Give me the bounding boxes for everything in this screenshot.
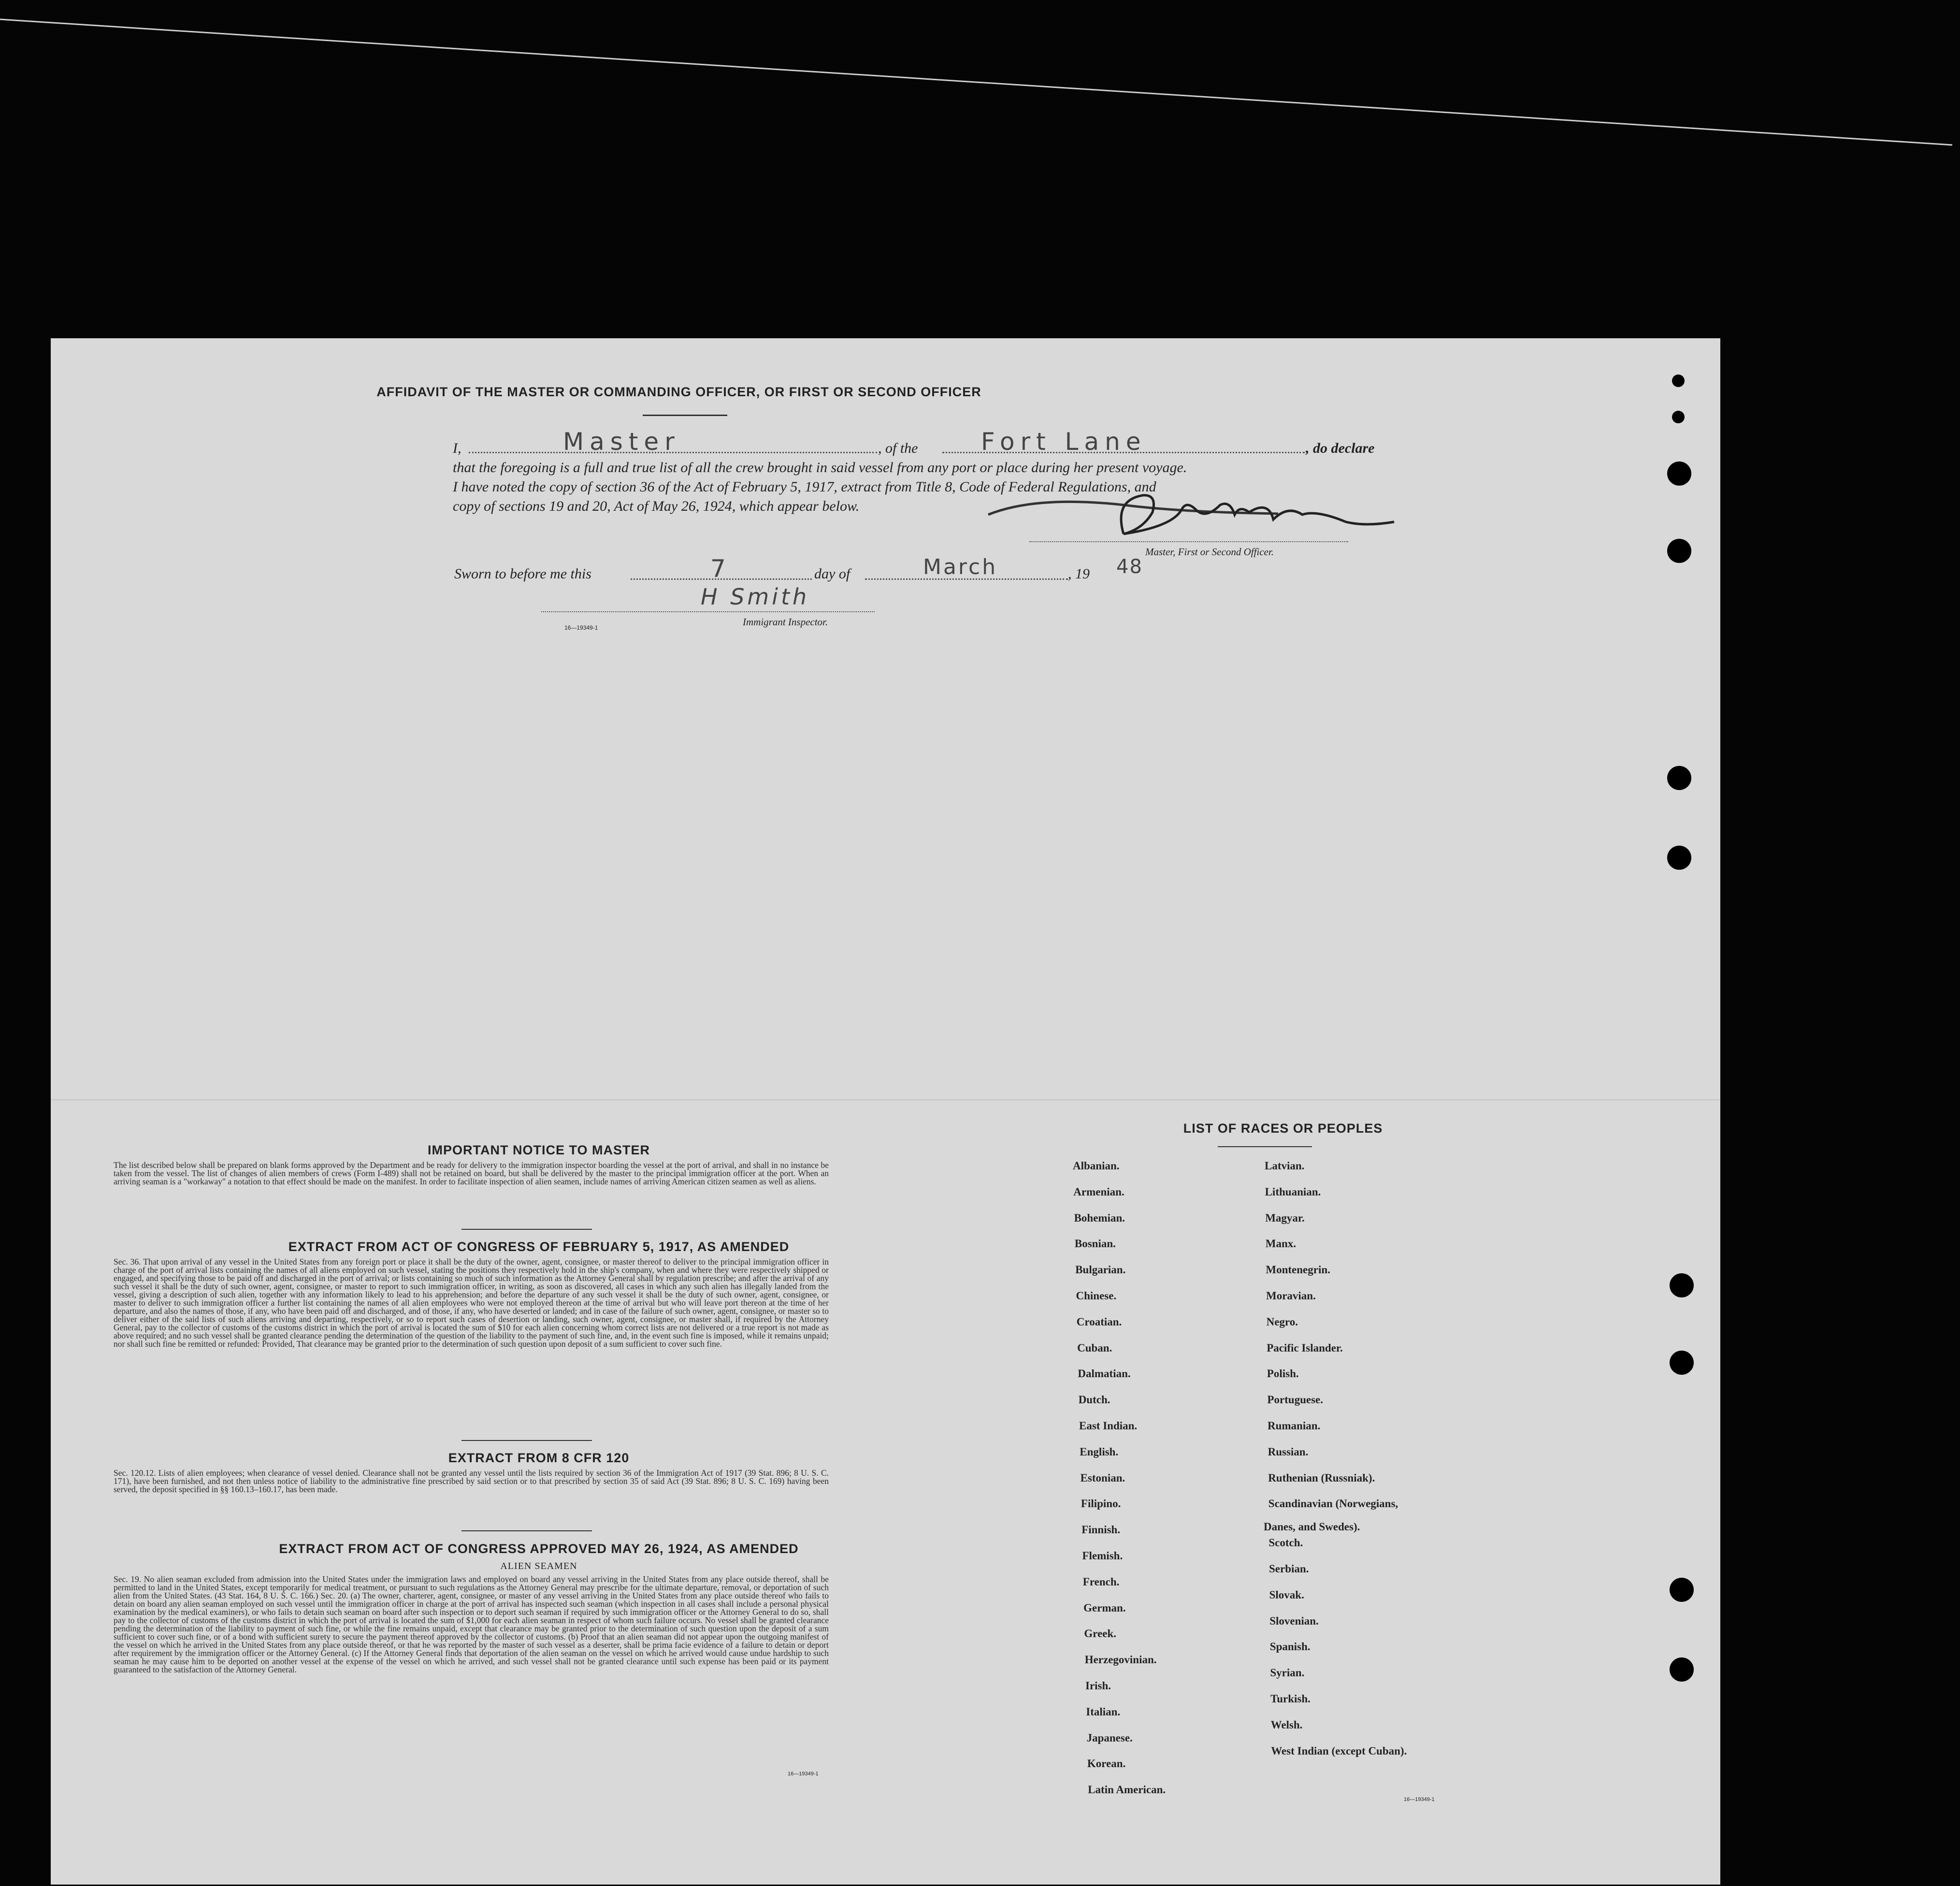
extract-cfr-title: EXTRACT FROM 8 CFR 120: [448, 1451, 630, 1465]
race-item: Rumanian.: [1268, 1420, 1321, 1432]
race-item: Polish.: [1267, 1368, 1299, 1380]
affidavit-form-number: 16—19349-1: [564, 624, 598, 631]
sworn-label: Sworn to before me this: [454, 566, 591, 582]
affidavit-title: AFFIDAVIT OF THE MASTER OR COMMANDING OFFICER, OR FIRST OR SECOND OFFICER: [376, 385, 981, 399]
extract-form-number: 16—19349-1: [788, 1771, 819, 1777]
race-item: Dutch.: [1078, 1394, 1110, 1406]
race-item: German.: [1083, 1601, 1126, 1614]
race-item: Albanian.: [1073, 1160, 1120, 1172]
scan-artifact-line: [0, 0, 1960, 155]
of-the-label: , of the: [878, 440, 918, 456]
race-item: Estonian.: [1080, 1471, 1125, 1484]
races-form-number: 16—19349-1: [1404, 1797, 1435, 1802]
race-item: Russian.: [1268, 1445, 1309, 1458]
race-item: Flemish.: [1082, 1550, 1123, 1562]
race-item: Chinese.: [1076, 1290, 1117, 1302]
race-item: Ruthenian (Russniak).: [1268, 1471, 1375, 1484]
race-item: Scotch.: [1268, 1537, 1303, 1549]
title-underline: [643, 415, 727, 416]
race-item: East Indian.: [1079, 1420, 1138, 1432]
race-item: Herzegovinian.: [1084, 1654, 1157, 1666]
race-item: Portuguese.: [1267, 1394, 1324, 1406]
race-item: Magyar.: [1265, 1211, 1305, 1224]
punch-hole: [1670, 1273, 1694, 1297]
race-item: Welsh.: [1270, 1718, 1303, 1731]
extract-cfr-text: Sec. 120.12. Lists of alien employees; when clearance of vessel denied. Clearance shall not be granted any vessel until the lists required by section 36 of the Immigration Act of 1917 (39 Stat. 896; 8 U. S. C. 171), have been furnished, and not then unless notice of liability to the administrative fine prescribed by said section or to that prescribed by section 35 of said Act (39 Stat. 896; 8 U. S. C. 169) having been served, the deposit specified in §§ 160.13–160.17, has been made.: [114, 1468, 829, 1494]
race-item: Syrian.: [1270, 1667, 1305, 1679]
divider: [461, 1530, 592, 1531]
races-title: LIST OF RACES OR PEOPLES: [1183, 1121, 1383, 1136]
fold-line: [51, 1099, 1720, 1100]
race-item: Lithuanian.: [1265, 1185, 1321, 1198]
race-item: English.: [1080, 1445, 1119, 1458]
punch-hole: [1667, 539, 1691, 563]
race-item: Slovak.: [1269, 1588, 1304, 1601]
race-item: Montenegrin.: [1266, 1264, 1330, 1276]
master-signature: [979, 486, 1404, 539]
punch-hole: [1672, 374, 1685, 387]
race-item: Korean.: [1087, 1757, 1126, 1770]
race-item: Cuban.: [1077, 1341, 1112, 1354]
race-item: Bosnian.: [1074, 1238, 1116, 1250]
race-item: Pacific Islander.: [1267, 1341, 1343, 1354]
inspector-signature: H Smith: [701, 584, 810, 610]
race-item: Japanese.: [1086, 1731, 1133, 1744]
extract-1917-text: Sec. 36. That upon arrival of any vessel in the United States from any foreign port or place it shall be the duty of the owner, agent, consignee, or master thereof to deliver to the principal immigration officer in charge of the port of arrival lists containing the names of all aliens employed on such vessel, stating the positions they respectively hold in the ship's company, when and where they were respectively shipped or engaged, and specifying those to be paid off and discharged in the port of arrival; or lists containing so much of such information as the Attorney General shall by regulation prescribe; and after the arrival of any such vessel it shall be the duty of such owner, agent, consignee, or master to report to such immigration officer, in writing, as soon as discovered, all cases in which any such alien has illegally landed from the vessel, giving a description of such alien, together with any information likely to lead to his apprehension; and before the departure of any such vessel it shall be the duty of such owner, agent, consignee, or master to deliver to such immigration officer a further list containing the names of all alien employees who were not employed thereon at the time of arrival but who will leave port thereon at the time of her departure, and also the names of those, if any, who have been paid off and discharged, and of those, if any, who have deserted or landed; and in case of the failure of such owner, agent, consignee, or master so to deliver either of the said lists of such aliens arriving and departing, respectively, or so to report such cases of desertion or landing, such owner, agent, consignee, or master shall, if required by the Attorney General, pay to the collector of customs of the customs district in which the port of arrival is located the sum of $10 for each alien concerning whom correct lists are not delivered or a true report is not made as above required; and no such vessel shall be granted clearance pending the determination of the question of the liability to the payment of such fine, and, in the event such fine is imposed, while it remains unpaid; nor shall such fine be remitted or refunded: Provided, That clearance may be granted prior to the determination of such question upon deposit of a sum sufficient to cover such fine.: [114, 1257, 829, 1349]
race-item: West Indian (except Cuban).: [1271, 1744, 1407, 1757]
punch-hole: [1667, 766, 1691, 790]
declaration-line-1: that the foregoing is a full and true list of all the crew brought in said vessel from any port or place during her present voyage.: [453, 460, 1187, 475]
race-item: Bohemian.: [1074, 1211, 1125, 1224]
race-item: Moravian.: [1266, 1290, 1316, 1302]
declaration-line-3: copy of sections 19 and 20, Act of May 26, 1924, which appear below.: [453, 498, 860, 514]
sworn-day: 7: [710, 555, 732, 583]
punch-hole: [1667, 846, 1691, 870]
race-item: Croatian.: [1076, 1315, 1122, 1328]
race-item: Scandinavian (Norwegians,: [1268, 1497, 1398, 1510]
signature-caption: Master, First or Second Officer.: [1145, 546, 1274, 558]
race-item: Negro.: [1266, 1315, 1298, 1328]
extract-1917-title: EXTRACT FROM ACT OF CONGRESS OF FEBRUARY 5, 1917, AS AMENDED: [288, 1239, 790, 1254]
document-page: [51, 338, 1720, 1885]
race-item: Armenian.: [1073, 1185, 1124, 1198]
punch-hole: [1672, 411, 1685, 423]
vessel-field: Fort Lane: [981, 428, 1147, 456]
divider: [461, 1229, 592, 1230]
punch-hole: [1670, 1578, 1694, 1602]
i-label: I,: [453, 440, 461, 456]
declaration-line-2: I have noted the copy of section 36 of the Act of February 5, 1917, extract from Title 8, Code of Federal Regulations, and: [453, 479, 1156, 495]
race-item-continuation: Danes, and Swedes).: [1264, 1521, 1360, 1533]
race-item: Italian.: [1086, 1705, 1121, 1718]
punch-hole: [1670, 1657, 1694, 1682]
race-item: Latvian.: [1265, 1160, 1305, 1172]
race-item: French.: [1082, 1575, 1120, 1588]
day-of-label: day of: [814, 566, 850, 582]
race-item: Filipino.: [1081, 1497, 1121, 1510]
year-prefix: , 19: [1068, 566, 1090, 582]
race-item: Serbian.: [1269, 1563, 1309, 1575]
race-item: Turkish.: [1270, 1693, 1311, 1705]
race-item: Dalmatian.: [1078, 1368, 1131, 1380]
race-item: Bulgarian.: [1075, 1264, 1126, 1276]
do-declare-label: , do declare: [1306, 440, 1375, 456]
divider: [461, 1440, 592, 1441]
race-item: Spanish.: [1269, 1641, 1311, 1653]
signature-line: [1029, 541, 1348, 542]
extract-1924-subtitle: ALIEN SEAMEN: [500, 1561, 577, 1571]
race-item: Irish.: [1085, 1680, 1111, 1692]
race-item: Manx.: [1265, 1238, 1297, 1250]
extract-1924-text: Sec. 19. No alien seaman excluded from admission into the United States under the immigration laws and employed on board any vessel arriving in the United States from any place outside thereof, shall be permitted to land in the United States, except temporarily for medical treatment, or pursuant to such regulations as the Attorney General may prescribe for the ultimate departure, removal, or deportation of such alien from the United States. (43 Stat. 164, 8 U. S. C. 166.) Sec. 20. (a) The owner, charterer, agent, consignee, or master of any vessel arriving in the United States from any place outside thereof who fails to detain on board any alien seaman employed on such vessel until the immigration officer in charge at the port of arrival has inspected such seaman (which inspection in all cases shall include a personal physical examination by the medical examiners), or who fails to detain such seaman on board after such inspection or to deport such seaman if required by such immigration officer or the Attorney General to do so, shall pay to the collector of customs of the customs district in which the port of arrival is located the sum of $1,000 for each alien seaman in respect of whom such failure occurs. No vessel shall be granted clearance pending the determination of the liability to payment of such fine, or while the fine remains unpaid, except that clearance may be granted prior to the determination of such question upon the deposit of a sum sufficient to cover such fine, or of a bond with sufficient surety to secure the payment thereof approved by the collector of customs. (b) Proof that an alien seaman did not appear upon the outgoing manifest of the vessel on which he arrived in the United States from any place outside thereof, or that he was reported by the master of such vessel as a deserter, shall be prima facie evidence of a failure to detain or deport after requirement by the immigration officer or the Attorney General. (c) If the Attorney General finds that deportation of the alien seaman on the vessel on which he arrived would cause undue hardship to such seaman he may cause him to be deported on another vessel at the expense of the vessel on which he arrived, and such vessel shall not be granted clearance until such expense has been paid or its payment guaranteed to the satisfaction of the Attorney General.: [114, 1574, 829, 1674]
race-item: Finnish.: [1081, 1524, 1121, 1536]
sworn-year: 48: [1116, 556, 1143, 578]
sworn-month: March: [923, 555, 998, 579]
punch-hole: [1670, 1351, 1694, 1375]
punch-hole: [1667, 461, 1691, 486]
important-notice-title: IMPORTANT NOTICE TO MASTER: [428, 1143, 650, 1157]
inspector-line: [541, 611, 875, 612]
race-item: Latin American.: [1088, 1784, 1166, 1796]
race-item: Greek.: [1084, 1627, 1117, 1640]
races-title-underline: [1218, 1146, 1312, 1147]
extract-1924-title: EXTRACT FROM ACT OF CONGRESS APPROVED MAY 26, 1924, AS AMENDED: [279, 1541, 799, 1556]
important-notice-text: The list described below shall be prepared on blank forms approved by the Department and be ready for delivery to the immigration inspector boarding the vessel at the port of arrival, and shall in no instance be taken from the vessel. The list of changes of alien members of crews (Form I-489) shall not be retained on board, but shall be delivered by the master to the principal immigration officer at the port. When an arriving seaman is a "workaway" a notation to that effect should be made on the manifest. In order to facilitate inspection of alien seamen, include names of arriving American citizen seamen as well as aliens.: [114, 1160, 829, 1186]
race-item: Slovenian.: [1269, 1614, 1319, 1627]
inspector-caption: Immigrant Inspector.: [743, 616, 828, 628]
master-field: Master: [563, 428, 680, 456]
